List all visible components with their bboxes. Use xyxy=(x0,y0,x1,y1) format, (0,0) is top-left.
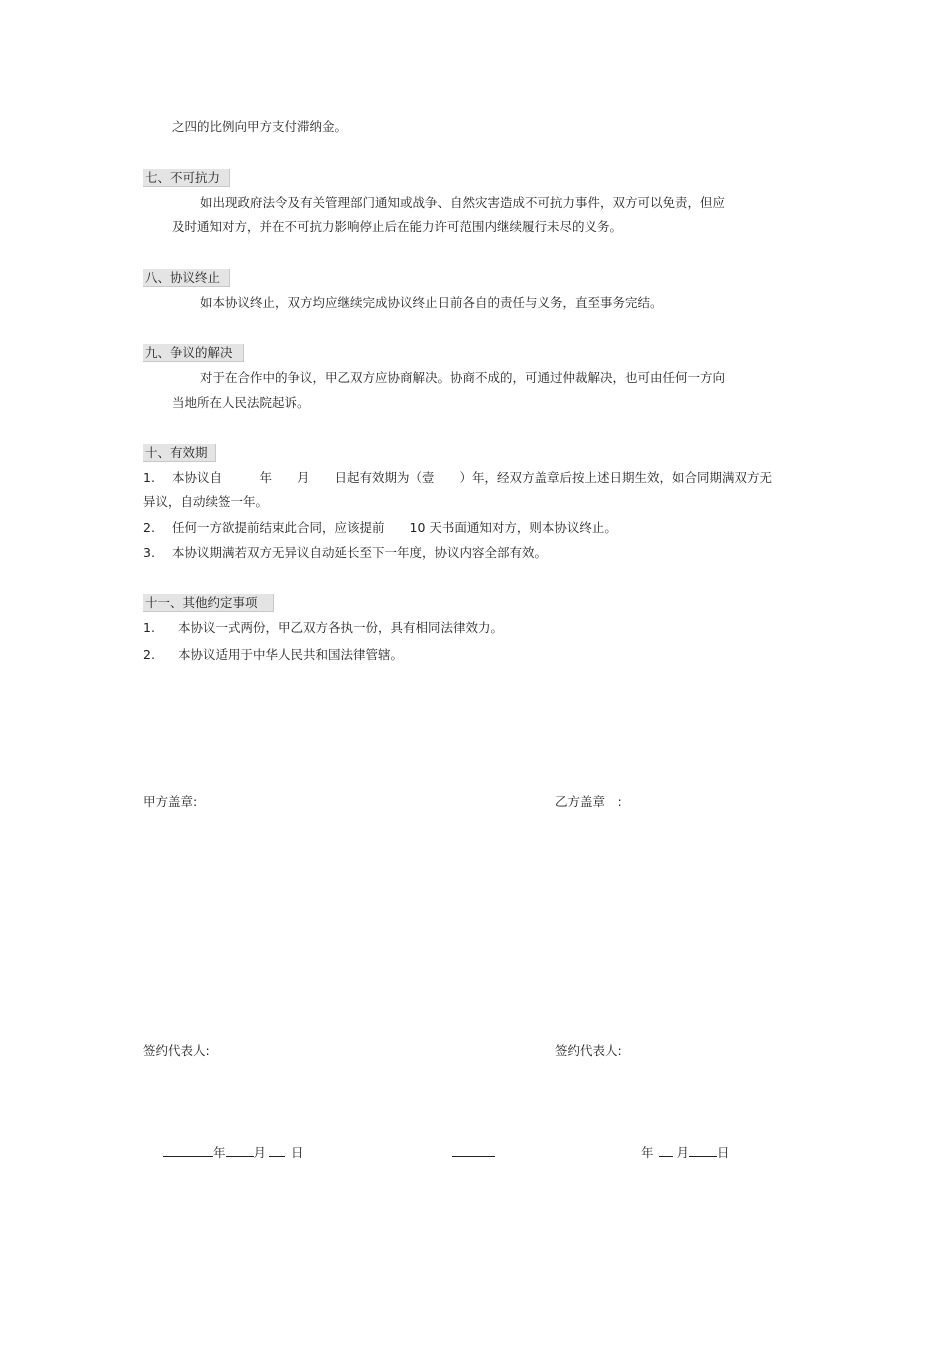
dispute-line-1: 对于在合作中的争议，甲乙双方应协商解决。协商不成的，可通过仲裁解决，也可由任何一方向 xyxy=(200,370,726,385)
day-label: 日 xyxy=(717,1145,730,1160)
validity-item-2-number: 2. xyxy=(143,520,155,535)
party-b-seal-label: 乙方盖章 : xyxy=(555,794,622,809)
day-blank[interactable] xyxy=(269,1144,285,1157)
year-label: 年 xyxy=(213,1145,226,1160)
termination-line-1: 如本协议终止，双方均应继续完成协议终止日前各自的责任与义务，直至事务完结。 xyxy=(200,295,663,310)
validity-item-3-number: 3. xyxy=(143,545,155,560)
month-label: 月 xyxy=(253,1145,267,1160)
validity-item-1-number: 1. xyxy=(143,470,155,485)
day-label: 日 xyxy=(291,1145,304,1160)
party-b-date-line xyxy=(641,1144,730,1161)
dispute-line-2: 当地所在人民法院起诉。 xyxy=(172,395,310,410)
validity-item-3-text: 本协议期满若双方无异议自动延长至下一年度，协议内容全部有效。 xyxy=(172,545,548,560)
blank-underline[interactable] xyxy=(452,1144,495,1157)
party-a-date-line xyxy=(163,1144,304,1161)
party-a-representative-label: 签约代表人: xyxy=(143,1043,210,1058)
other-item-1-number: 1. xyxy=(143,620,155,635)
validity-item-1-text: 本协议自 年 月 日起有效期为（壹 ）年，经双方盖章后按上述日期生效，如合同期满双方无 xyxy=(172,470,773,485)
heading-other-terms: 十一、其他约定事项 xyxy=(143,594,274,612)
validity-item-1-continuation: 异议，自动续签一年。 xyxy=(143,494,269,509)
month-label: 月 xyxy=(676,1145,690,1160)
heading-termination: 八、协议终止 xyxy=(143,269,230,287)
force-majeure-line-1: 如出现政府法令及有关管理部门通知或战争、自然灾害造成不可抗力事件，双方可以免责，但应 xyxy=(200,195,726,210)
heading-validity: 十、有效期 xyxy=(143,444,216,462)
validity-item-2-text: 任何一方欲提前结束此合同，应该提前 10 天书面通知对方，则本协议终止。 xyxy=(172,520,617,535)
party-a-seal-label: 甲方盖章: xyxy=(143,794,198,809)
other-item-2-number: 2. xyxy=(143,647,155,662)
other-item-2-text: 本协议适用于中华人民共和国法律管辖。 xyxy=(178,647,404,662)
day-blank[interactable] xyxy=(689,1144,717,1157)
heading-force-majeure: 七、不可抗力 xyxy=(143,169,230,187)
month-blank[interactable] xyxy=(226,1144,254,1157)
middle-blank-line xyxy=(452,1144,495,1161)
year-blank[interactable] xyxy=(163,1144,213,1157)
party-b-representative-label: 签约代表人: xyxy=(555,1043,622,1058)
heading-dispute: 九、争议的解决 xyxy=(143,344,244,362)
year-label: 年 xyxy=(641,1145,654,1160)
month-blank[interactable] xyxy=(659,1144,673,1157)
penalty-clause-tail: 之四的比例向甲方支付滞纳金。 xyxy=(172,119,348,134)
other-item-1-text: 本协议一式两份，甲乙双方各执一份，具有相同法律效力。 xyxy=(178,620,504,635)
force-majeure-line-2: 及时通知对方，并在不可抗力影响停止后在能力许可范围内继续履行未尽的义务。 xyxy=(172,219,623,234)
